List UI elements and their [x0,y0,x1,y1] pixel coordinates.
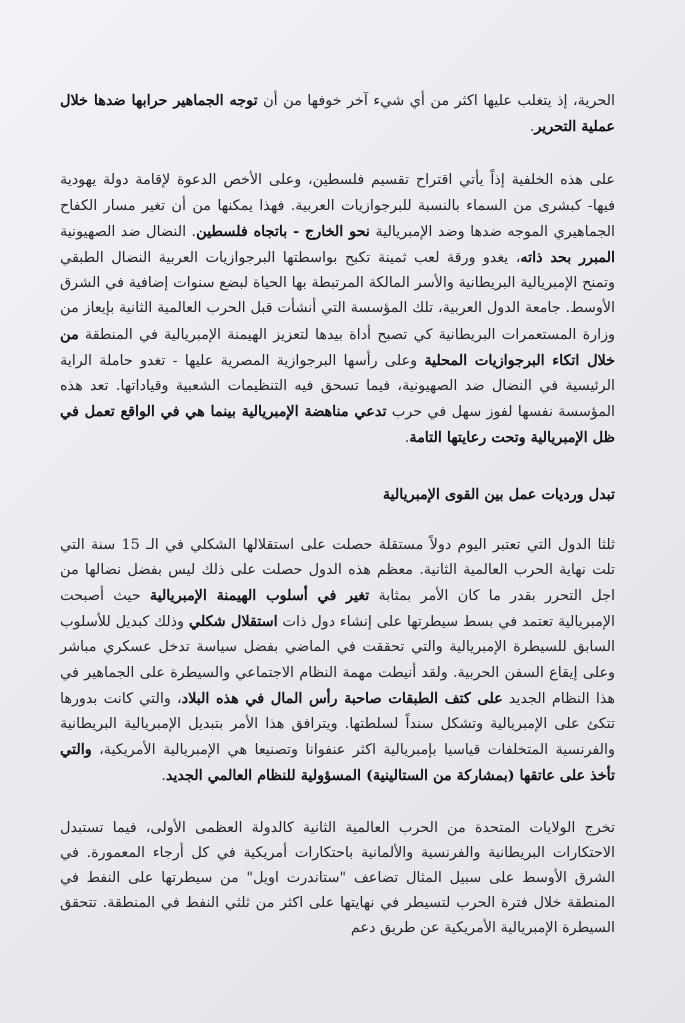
text-segment: . [404,430,410,447]
text-segment: . النضال ضد الصهيونية [60,223,197,240]
bold-text-segment: والتي تأخذ على عاتقها (بمشاركة من الستالينية) المسؤولية للنظام العالمي الجديد [60,741,615,785]
bold-text-segment: تغير في أسلوب الهيمنة الإمبريالية [149,587,370,605]
text-segment: على هذه الخلفية إذاً يأتي اقتراح تقسيم فلسطين، وعلى الأخص الدعوة لإقامة دولة يهودية فيها- كبشرى من السماء بالنسبة للبرجوازيات العربية. فهذا يمكنها من أن تغير مسار الكفاح الجماهيري الموجه ضدها وضد الإمبريالية [60,172,615,240]
bold-text-segment: من خلال اتكاء البرجوازيات المحلية [60,325,616,369]
paragraph-1 [60,88,615,140]
paragraph-4 [60,816,615,942]
bold-text-segment: تدعي مناهضة الإمبريالية بينما هي في الواقع تعمل في ظل الإمبريالية وتحت رعايتها التامة [60,403,615,447]
text-segment: وذلك كبديل للأسلوب السابق للسيطرة الإمبريالية والتي تحققت في الماضي بفضل سياسة تدخل عسكري مباشر وعلى إيقاع السفن الحربية. ولقد أنيطت مهمة النظام الاجتماعي والسيطرة على الجماهير في هذا النظام الجديد [60,614,615,707]
bold-text-segment: توجه الجماهير حرابها ضدها خلال عملية التحرير [60,92,615,136]
bold-text-segment: نحو الخارج - باتجاه فلسطين [196,222,370,240]
bold-text-segment: على كتف الطبقات صاحبة رأس المال في هذه البلاد [181,689,503,707]
text-segment: . [161,768,166,785]
text-segment: تخرج الولايات المتحدة من الحرب العالمية الثانية كالدولة العظمى الأولى، فيما تستبدل الاحتكارات البريطانية والفرنسية والألمانية باحتكارات أمريكية في كل أرجاء المعمورة. في الشرق الأوسط على سبيل المثال تضاعف "ستاندرت اويل" من سيطرتها على النفط في المنطقة خلال فترة الحرب لتسيطر في نهايتها على اكثر من ثلثي النفط في المنطقة. تتحقق السيطرة الإمبريالية الأمريكية عن طريق دعم [60,819,615,937]
bold-text-segment: استقلال شكلي [188,613,278,631]
paragraph-3 [60,533,615,790]
text-segment: حيث أصبحت الإمبريالية تعتمد في بسط سيطرتها على إنشاء دول ذات [60,588,615,631]
paragraph-2 [60,168,615,451]
text-segment: . [529,119,535,136]
bold-text-segment: المبرر بحد ذاته [520,249,615,267]
text-segment: ، يغدو ورقة لعب ثمينة تكبح بواسطتها البرجوازيات العربية النضال الطبقي وتمنح الإمبريالية البريطانية والأسر المالكة المرتبطة بها الحياة لبضع سنوات إضافية في الشرق الأوسط. جامعة الدول العربية، تلك المؤسسة التي أنشأت قبل الحرب العالمية الثانية بإيعاز من وزارة المستعمرات البريطانية كي تصبح أداة بيدها لتعزيز الهيمنة الإمبريالية في المنطقة [60,250,615,343]
text-segment: ثلثا الدول التي تعتبر اليوم دولاً مستقلة حصلت على استقلالها الشكلي في الـ 15 سنة التي تلت نهاية الحرب العالمية الثانية. معظم هذه الدول حصلت على ذلك ليس بفضل نضالها من اجل التحرر بقدر ما كان الأمر بمثابة [60,536,616,605]
text-segment: الحرية، إذ يتغلب عليها اكثر من أي شيء آخر خوفها من أن [257,93,615,109]
text-segment: ، والتي كانت بدورها تتكئ على الإمبريالية وتشكل سنداً لسلطتها. ويترافق هذا الأمر بتبديل الإمبريالية البريطانية والفرنسية المتخلفات قياسيا بإمبريالية اكثر عنفوانا وتصنيعا هي الإمبريالية الأمريكية، [60,690,615,759]
section-heading: تبدل ورديات عمل بين القوى الإمبريالية [382,485,615,503]
text-segment: وعلى رأسها البرجوازية المصرية عليها - تغدو حاملة الراية الرئيسية في النضال ضد الصهيونية، فيما تسحق فيه التنظيمات الشعبية وقياداتها. تعد هذه المؤسسة نفسها لفوز سهل في حرب [60,352,615,421]
